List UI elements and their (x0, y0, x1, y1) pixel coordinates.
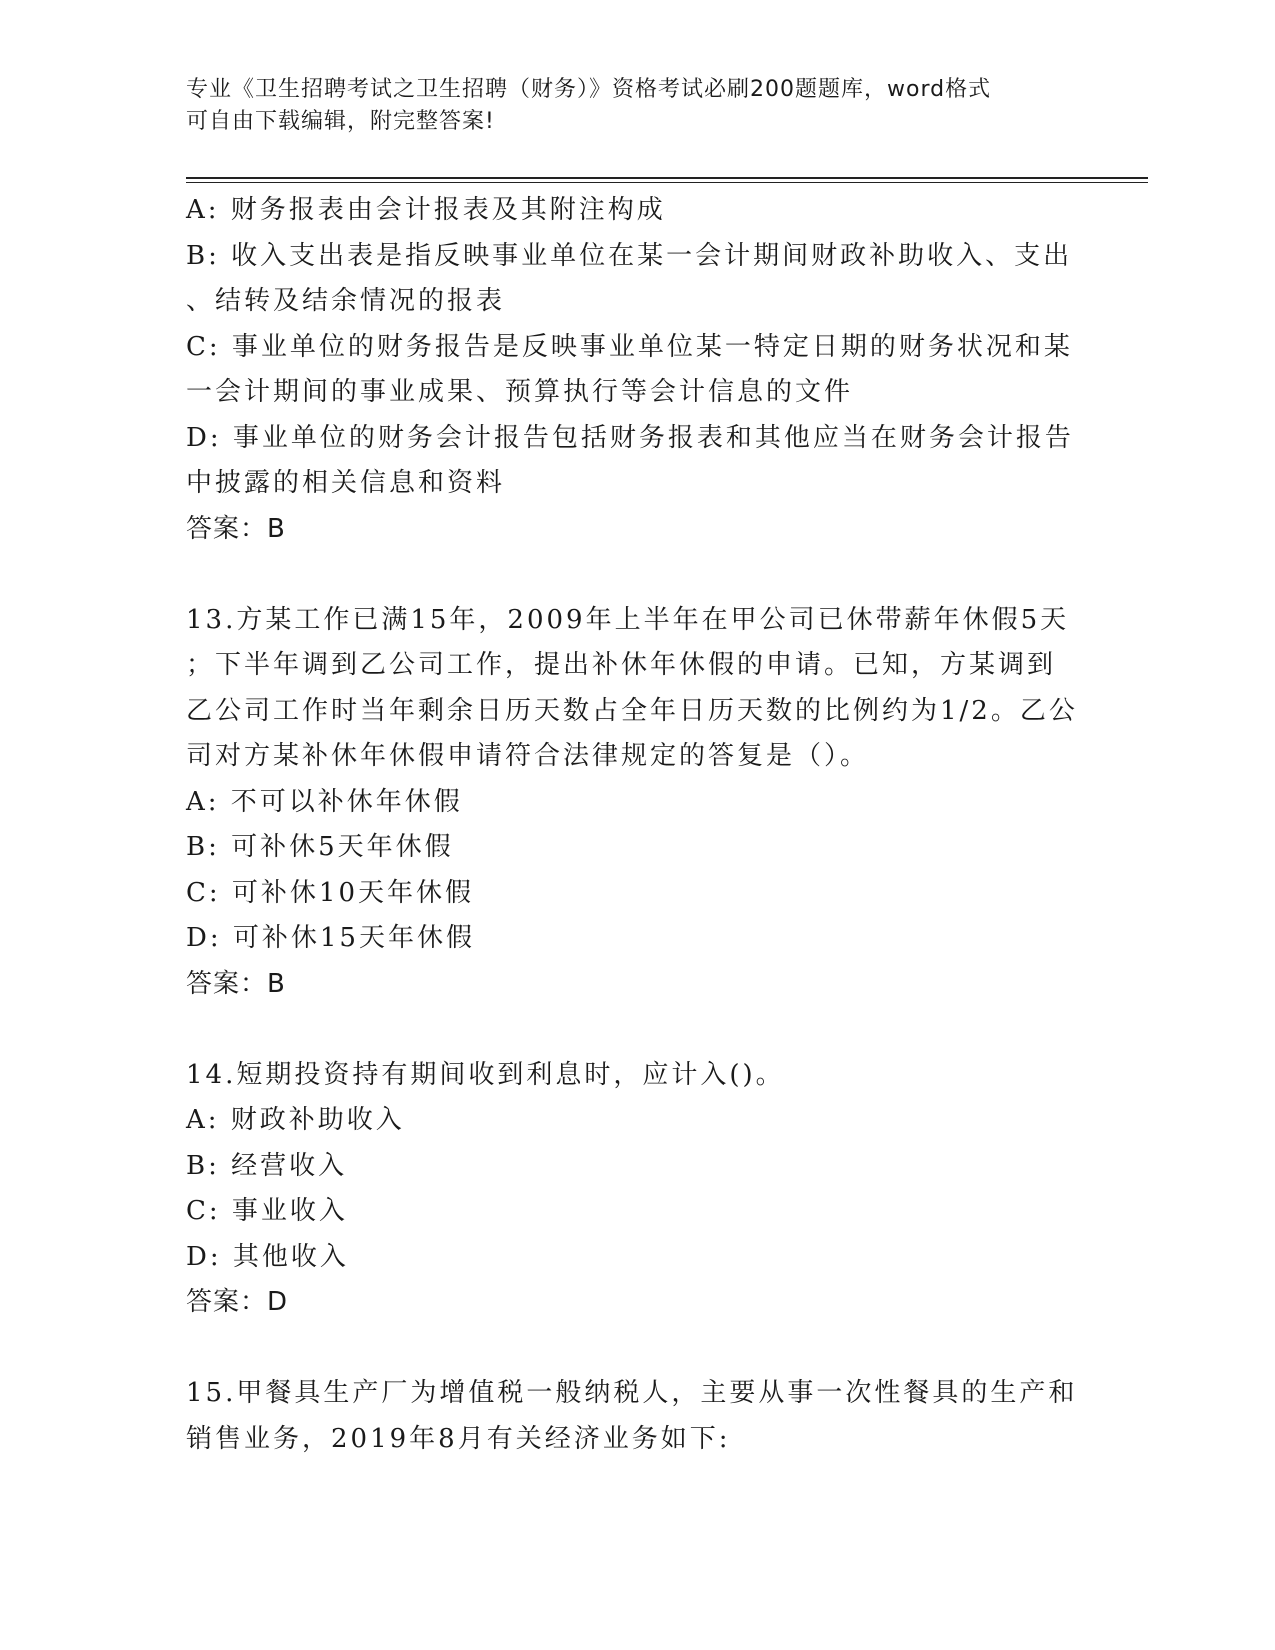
question-stem-cont: 销售业务，2019年8月有关经济业务如下: (186, 1423, 731, 1454)
question-12 (186, 188, 1086, 552)
question-stem: 15.甲餐具生产厂为增值税一般纳税人，主要从事一次性餐具的生产和 (186, 1378, 1078, 1408)
question-14 (186, 1053, 1086, 1326)
option-d: D: 可补休15天年休假 (186, 923, 475, 953)
header-line-2: 可自由下载编辑，附完整答案! (186, 109, 495, 134)
option-a: A: 不可以补休年休假 (186, 786, 463, 817)
option-b: B: 可补休5天年休假 (186, 832, 454, 862)
option-d: D: 事业单位的财务会计报告包括财务报表和其他应当在财务会计报告 (186, 422, 1074, 453)
spacer (186, 552, 1086, 598)
question-stem: 14.短期投资持有期间收到利息时，应计入()。 (186, 1059, 785, 1090)
answer-label: 答案：D (186, 1287, 289, 1317)
option-a: A: 财务报表由会计报表及其附注构成 (186, 195, 666, 225)
header-divider-thick (186, 177, 1148, 179)
answer-label: 答案：B (186, 968, 286, 999)
option-c-cont: 一会计期间的事业成果、预算执行等会计信息的文件 (186, 377, 854, 407)
option-d: D: 其他收入 (186, 1241, 349, 1272)
option-b: B: 收入支出表是指反映事业单位在某一会计期间财政补助收入、支出 (186, 240, 1073, 271)
option-a: A: 财政补助收入 (186, 1105, 405, 1135)
option-c: C: 事业单位的财务报告是反映事业单位某一特定日期的财务状况和某 (186, 331, 1073, 362)
option-c: C: 事业收入 (186, 1196, 348, 1226)
header-divider-thin (186, 182, 1148, 183)
question-stem-cont: 司对方某补休年休假申请符合法律规定的答复是（）。 (186, 741, 870, 771)
spacer (186, 1326, 1086, 1372)
spacer (186, 1007, 1086, 1053)
question-stem: 13.方某工作已满15年，2009年上半年在甲公司已休带薪年休假5天 (186, 604, 1070, 635)
question-stem-cont: ；下半年调到乙公司工作，提出补休年休假的申请。已知，方某调到 (186, 650, 1057, 680)
header-line-1: 专业《卫生招聘考试之卫生招聘（财务）》资格考试必刷200题题库，word格式 (186, 77, 992, 102)
option-b: B: 经营收入 (186, 1150, 348, 1181)
question-15 (186, 1371, 1086, 1462)
question-content (186, 188, 1086, 1462)
question-13 (186, 598, 1086, 1008)
question-stem-cont: 乙公司工作时当年剩余日历天数占全年日历天数的比例约为1/2。乙公 (186, 695, 1078, 726)
option-b-cont: 、结转及结余情况的报表 (186, 286, 506, 316)
option-c: C: 可补休10天年休假 (186, 877, 475, 908)
answer-label: 答案：B (186, 513, 286, 544)
option-d-cont: 中披露的相关信息和资料 (186, 468, 506, 498)
document-header (186, 74, 1076, 138)
